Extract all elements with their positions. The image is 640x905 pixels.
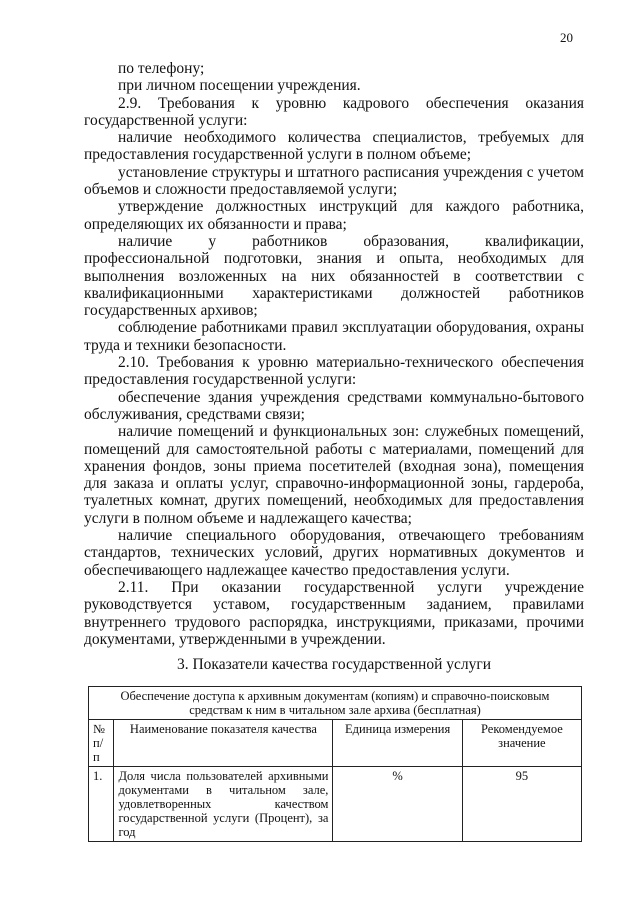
paragraph: 2.9. Требования к уровню кадрового обеспечения оказания государственной услуги: [84, 94, 584, 129]
table-row [89, 767, 582, 842]
header-indicator: Наименование показателя качества [114, 720, 333, 767]
paragraph: обеспечение здания учреждения средствами коммунально-бытового обслуживания, средствами связи; [84, 388, 584, 423]
paragraph: по телефону; [118, 60, 205, 77]
paragraph: соблюдение работниками правил эксплуатации оборудования, охраны труда и техники безопасности. [84, 319, 584, 354]
paragraph: утверждение должностных инструкций для каждого работника, определяющих их обязанности и права; [84, 198, 584, 233]
row-value: 95 [462, 767, 581, 842]
table-caption: Обеспечение доступа к архивным документам (копиям) и справочно-поисковым средствам к ним в читальном зале архива (бесплатная) [89, 687, 582, 720]
paragraph: 2.10. Требования к уровню материально-технического обеспечения предоставления государственной услуги: [84, 354, 584, 389]
document-body [84, 60, 584, 648]
row-indicator: Доля числа пользователей архивными документами в читальном зале, удовлетворенных качеством государственной услуги (Процент), за год [114, 767, 333, 842]
header-num: № п/п [89, 720, 114, 767]
paragraph: наличие у работников образования, квалификации, профессиональной подготовки, знания и опыта, необходимых для выполнения возложенных на них обязанностей в соответствии с квалификационными характеристиками должностей работников государственных архивов; [84, 232, 584, 320]
table-header-row [89, 720, 582, 767]
paragraph: установление структуры и штатного расписания учреждения с учетом объемов и сложности предоставляемой услуги; [84, 163, 584, 199]
paragraph: наличие специального оборудования, отвечающего требованиям стандартов, технических условий, других нормативных документов и обеспечивающего надлежащее качество предоставления услуги. [84, 527, 584, 579]
quality-indicators-table [88, 686, 582, 842]
header-unit: Единица измерения [333, 720, 462, 767]
page-number: 20 [560, 30, 573, 45]
paragraph: наличие необходимого количества специалистов, требуемых для предоставления государственной услуги в полном объеме; [84, 129, 584, 164]
section-heading: 3. Показатели качества государственной услуги [176, 656, 492, 673]
paragraph: при личном посещении учреждения. [118, 77, 361, 95]
row-unit: % [333, 767, 462, 842]
header-value: Рекомендуемое значение [462, 720, 581, 767]
row-num: 1. [89, 767, 114, 842]
paragraph: наличие помещений и функциональных зон: служебных помещений, помещений для самостоятельной работы с материалами, помещений для хранения фондов, зоны приема посетителей (входная зона), помещения для заказа и оплаты услуг, справочно-информационной зоны, гардероба, туалетных комнат, других помещений, необходимых для предоставления услуги в полном объеме и надлежащего качества; [84, 423, 584, 527]
paragraph: 2.11. При оказании государственной услуги учреждение руководствуется уставом, государственным заданием, правилами внутреннего трудового распорядка, инструкциями, приказами, прочими документами, утвержденными в учреждении. [84, 578, 584, 648]
